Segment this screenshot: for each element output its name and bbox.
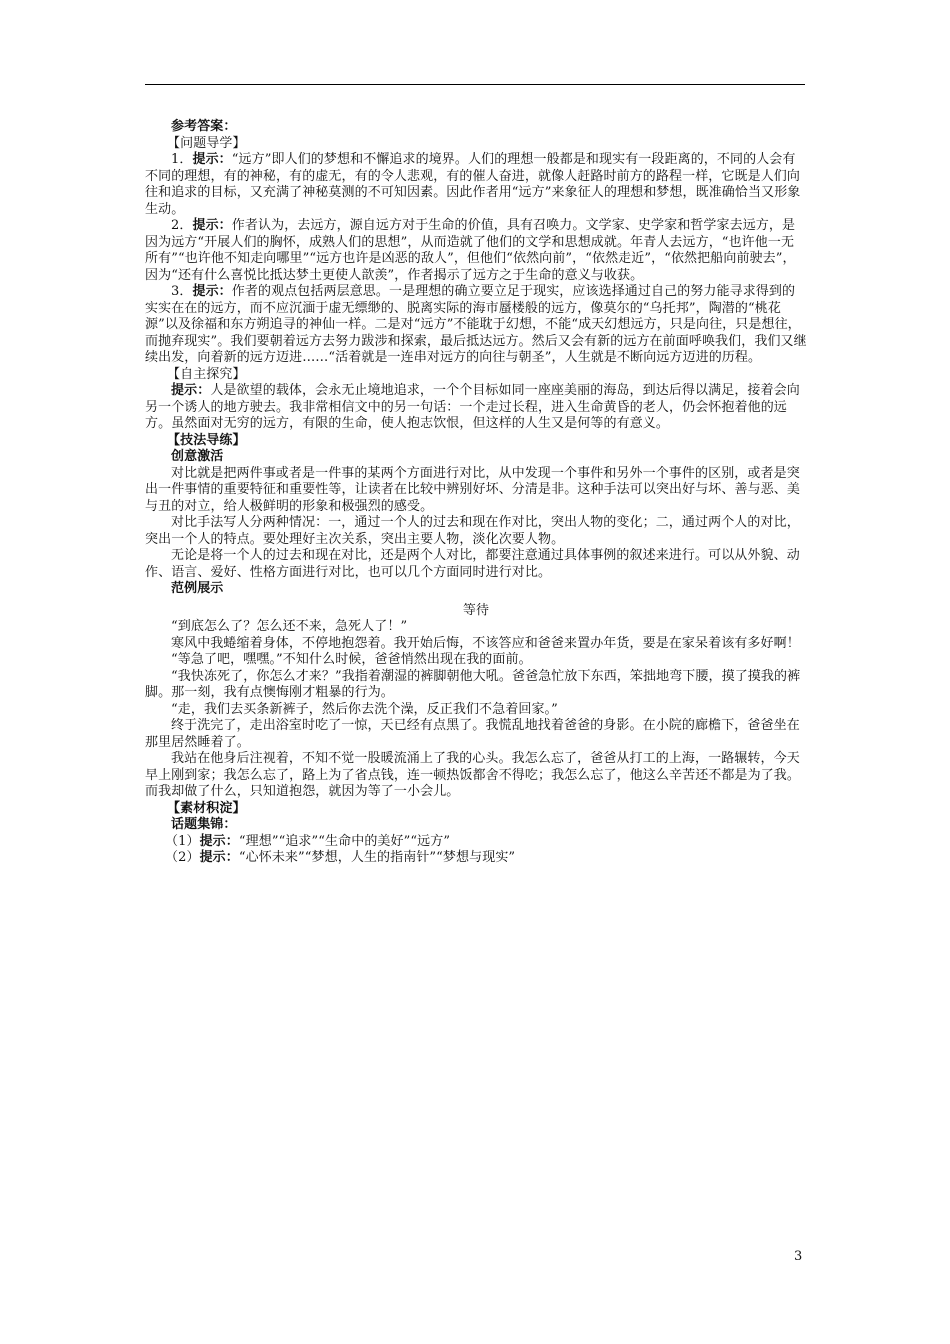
topic-text: “理想”“追求”“生命中的美好”“远方” (238, 833, 451, 849)
header-rule (145, 84, 805, 85)
section-material: 【素材积淀】 (167, 800, 246, 816)
hint-label: 提示： (192, 218, 232, 233)
creative-paragraph: 对比手法写人分两种情况：一，通过一个人的过去和现在作对比，突出人物的变化；二，通过两个人的对比，突出一个人的特点。要处理好主次关系，突出主要人物，淡化次要人物。 (145, 515, 800, 547)
essay-paragraph: 我站在他身后注视着，不知不觉一股暖流涌上了我的心头。我怎么忘了，爸爸从打工的上海，一路辗转，今天早上刚到家；我怎么忘了，路上为了省点钱，连一顿热饭都舍不得吃；我怎么忘了，他这么辛苦还不都是为了我。而我却做了什么，只知道抱怨，就因为等了一小会儿。 (145, 751, 801, 799)
item-text: 作者认为，去远方，源自远方对于生命的价值，具有召唤力。文学家、史学家和哲学家去远方，是因为远方“开展人们的胸怀，成熟人们的思想”，从而造就了他们的文学和思想成就。年青人去远方，“也许他一无所有”“也许他不知走向哪里”“远方也许是凶恶的敌人”，但他们“依然向前”，“依然走近”，“依然把船向前驶去”，因为“还有什么喜悦比抵达梦土更使人歆羡”，作者揭示了远方之于生命的意义与收获。 (145, 218, 796, 283)
item-number: 1． (171, 152, 193, 167)
section-explore: 【自主探究】 (167, 366, 246, 382)
guide-item-3 (145, 284, 807, 367)
essay-title: 等待 (462, 602, 490, 618)
item-number: 2． (171, 218, 193, 233)
creative-title: 创意激活 (171, 449, 224, 464)
item-number: 3． (171, 284, 193, 299)
essay-paragraph: “到底怎么了？怎么还不来，急死人了！” (171, 619, 408, 634)
guide-item-1 (145, 152, 807, 218)
hint-label: 提示： (199, 850, 239, 865)
topic-number: （2） (165, 850, 200, 865)
topic-title: 话题集锦： (171, 817, 237, 832)
creative-paragraph: 对比就是把两件事或者是一件事的某两个方面进行对比，从中发现一个事件和另外一个事件的区别，或者是突出一件事情的重要特征和重要性等，让读者在比较中辨别好坏、分清是非。这种手法可以突出好与坏、善与恶、美与丑的对立，给人极鲜明的形象和极强烈的感受。 (145, 465, 801, 514)
topic-text: “心怀未来”“梦想，人生的指南针”“梦想与现实” (238, 850, 516, 865)
topic-item-2 (145, 850, 807, 867)
section-guide: 【问题导学】 (167, 135, 246, 151)
essay-paragraph: “等急了吧，嘿嘿。”不知什么时候，爸爸悄然出现在我的面前。 (171, 652, 532, 667)
essay-paragraph: 终于洗完了，走出浴室时吃了一惊，天已经有点黑了。我慌乱地找着爸爸的身影。在小院的廊檐下，爸爸坐在那里居然睡着了。 (145, 718, 800, 750)
topic-item-1 (145, 834, 807, 851)
essay-paragraph: “我快冻死了，你怎么才来？”我指着潮湿的裤脚朝他大吼。爸爸急忙放下东西，笨拙地弯下腰，摸了摸我的裤脚。那一刻，我有点懊悔刚才粗暴的行为。 (145, 668, 801, 700)
hint-label: 提示： (199, 833, 239, 849)
essay-paragraph: “走，我们去买条新裤子，然后你去洗个澡，反正我们不急着回家。” (171, 701, 558, 717)
essay-paragraph: 寒风中我蜷缩着身体，不停地抱怨着。我开始后悔，不该答应和爸爸来置办年货，要是在家呆着该有多好啊！ (171, 635, 800, 651)
explore-text: 人是欲望的载体，会永无止境地追求，一个个目标如同一座座美丽的海岛，到达后得以满足，接着会向另一个诱人的地方驶去。我非常相信文中的另一句话：一个走过长程，进入生命黄昏的老人，仍会怀抱着他的远方。虽然面对无穷的远方，有限的生命，使人抱志饮恨，但这样的人生又是何等的有意义。 (145, 383, 800, 431)
creative-paragraph: 无论是将一个人的过去和现在对比，还是两个人对比，都要注意通过具体事例的叙述来进行。可以从外貌、动作、语言、爱好、性格方面进行对比，也可以几个方面同时进行对比。 (145, 548, 800, 580)
explore-paragraph (145, 383, 807, 433)
example-title: 范例展示 (171, 581, 224, 596)
hint-label: 提示： (192, 152, 232, 167)
guide-item-2 (145, 218, 807, 284)
item-text: 作者的观点包括两层意思。一是理想的确立要立足于现实，应该选择通过自己的努力能寻求得到的实实在在的远方，而不应沉湎于虚无缥缈的、脱离实际的海市蜃楼般的远方，像莫尔的“乌托邦”，陶潜的“桃花源”以及徐福和东方朔追寻的神仙一样。二是对“远方”不能耽于幻想，不能“成天幻想远方，只是向往，只是想往，而抛弃现实”。我们要朝着远方去努力跋涉和探索，最后抵达远方。然后又会有新的远方在前面呼唤我们，我们又继续出发，向着新的远方迈进……“活着就是一连串对远方的向往与朝圣”，人生就是不断向远方迈进的历程。 (145, 284, 807, 365)
item-text: “远方”即人们的梦想和不懈追求的境界。人们的理想一般都是和现实有一段距离的，不同的人会有不同的理想，有的神秘，有的虚无，有的令人悲观，有的催人奋进，就像人赶路时前方的路程一样，它既是人们向往和追求的目标，又充满了神秘莫测的不可知因素。因此作者用“远方”来象征人的理想和梦想，既准确恰当又形象生动。 (145, 152, 801, 217)
section-skill: 【技法导练】 (167, 432, 246, 448)
hint-label: 提示： (192, 284, 232, 299)
page-number: 3 (794, 1249, 803, 1264)
hint-label: 提示： (171, 383, 211, 398)
document-body (145, 119, 807, 867)
topic-number: （1） (165, 833, 200, 849)
answer-title: 参考答案： (171, 119, 237, 134)
